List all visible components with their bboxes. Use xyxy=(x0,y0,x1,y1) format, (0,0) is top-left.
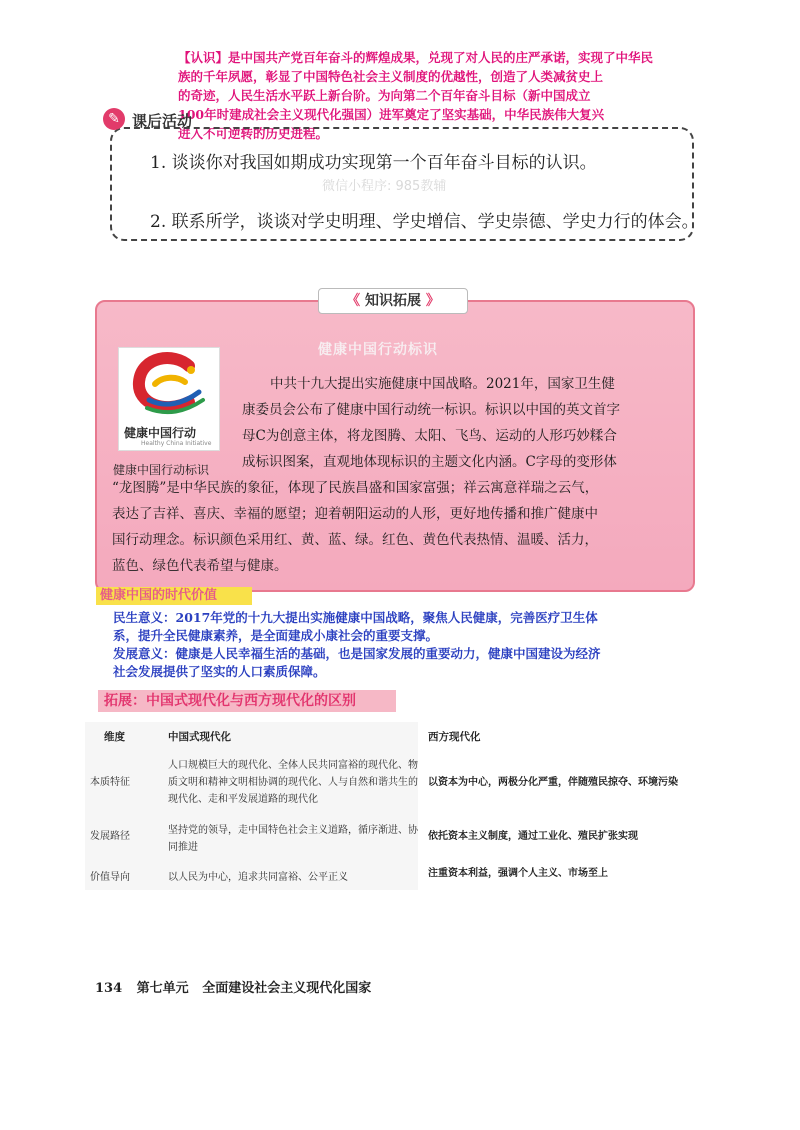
knowledge-tab xyxy=(318,288,468,314)
note-line: 族的千年夙愿，彰显了中国特色社会主义制度的优越性，创造了人类减贫史上 xyxy=(178,69,604,84)
knowledge-line: 蓝色、绿色代表希望与健康。 xyxy=(112,558,288,574)
logo-english: Healthy China Initiative xyxy=(141,440,212,447)
table-cell-china: 同推进 xyxy=(168,842,198,853)
note-line: 100年时建成社会主义现代化强国）进军奠定了坚实基础，中华民族伟大复兴 xyxy=(178,107,605,122)
table-row-dimension: 本质特征 xyxy=(90,777,130,788)
blue-note-line: 发展意义：健康是人民幸福生活的基础，也是国家发展的重要动力，健康中国建设为经济 xyxy=(113,646,601,661)
knowledge-tab-label: 知识拓展 xyxy=(365,293,421,309)
table-row-dimension: 发展路径 xyxy=(90,831,130,842)
unit-label: 第七单元 xyxy=(136,981,189,996)
page-number: 134 xyxy=(95,981,123,996)
knowledge-line: 成标识图案，直观地体现标识的主题文化内涵。C字母的变形体 xyxy=(242,454,617,470)
double-chevron-left-icon: 《 xyxy=(346,293,361,309)
knowledge-line: 国行动理念。标识颜色采用红、黄、蓝、绿。红色、黄色代表热情、温暖、活力， xyxy=(112,532,598,548)
note-line: 【认识】是中国共产党百年奋斗的辉煌成果，兑现了对人民的庄严承诺，实现了中华民 xyxy=(178,50,654,65)
blue-note-line: 民生意义：2017年党的十九大提出实施健康中国战略，聚焦人民健康，完善医疗卫生体 xyxy=(113,610,598,625)
knowledge-line: 中共十九大提出实施健康中国战略。2021年，国家卫生健 xyxy=(270,376,615,392)
table-cell-china: 坚持党的领导，走中国特色社会主义道路，循序渐进、协 xyxy=(168,825,418,836)
table-cell-west: 以资本为中心，两极分化严重，伴随殖民掠夺、环境污染 xyxy=(428,777,678,788)
knowledge-line: “龙图腾”是中华民族的象征，体现了民族昌盛和国家富强；祥云寓意祥瑞之云气， xyxy=(112,480,599,496)
compare-heading: 拓展：中国式现代化与西方现代化的区别 xyxy=(98,690,396,712)
logo-icon xyxy=(119,348,219,420)
note-line: 进入不可逆转的历史进程。 xyxy=(178,126,329,141)
era-value-heading: 健康中国的时代价值 xyxy=(96,587,252,605)
knowledge-line: 母C为创意主体，将龙图腾、太阳、飞鸟、运动的人形巧妙糅合 xyxy=(242,428,617,444)
pencil-icon: ✎ xyxy=(103,108,125,130)
table-row-dimension: 价值导向 xyxy=(90,872,130,883)
blue-note-line: 社会发展提供了坚实的人口素质保障。 xyxy=(113,664,326,679)
table-cell-china: 以人民为中心，追求共同富裕、公平正义 xyxy=(168,872,348,883)
table-header-china: 中国式现代化 xyxy=(168,731,231,743)
double-chevron-right-icon: 》 xyxy=(425,293,440,309)
knowledge-line: 康委员会公布了健康中国行动统一标识。标识以中国的英文首字 xyxy=(242,402,620,418)
table-cell-china: 质文明和精神文明相协调的现代化、人与自然和谐共生的 xyxy=(168,777,418,788)
knowledge-subtitle: 健康中国行动标识 xyxy=(318,342,438,358)
logo-title: 健康中国行动 xyxy=(124,426,197,440)
table-header-dimension: 维度 xyxy=(104,731,125,743)
blue-note-line: 系，提升全民健康素养，是全面建成小康社会的重要支撑。 xyxy=(113,628,439,643)
table-cell-west: 依托资本主义制度，通过工业化、殖民扩张实现 xyxy=(428,831,638,842)
table-cell-west: 注重资本利益，强调个人主义、市场至上 xyxy=(428,868,608,879)
table-cell-china: 现代化、走和平发展道路的现代化 xyxy=(168,794,318,805)
logo-caption: 健康中国行动标识 xyxy=(113,463,210,477)
note-line: 的奇迹，人民生活水平跃上新台阶。为向第二个百年奋斗目标（新中国成立 xyxy=(178,88,591,103)
table-cell-china: 人口规模巨大的现代化、全体人民共同富裕的现代化、物 xyxy=(168,760,418,771)
watermark: 微信小程序: 985教辅 xyxy=(322,179,447,194)
unit-title: 全面建设社会主义现代化国家 xyxy=(202,981,372,996)
activity-title: 课后活动 xyxy=(132,112,193,130)
activity-question-1: 1. 谈谈你对我国如期成功实现第一个百年奋斗目标的认识。 xyxy=(150,153,597,173)
activity-question-2: 2. 联系所学，谈谈对学史明理、学史增信、学史崇德、学史力行的体会。 xyxy=(150,212,699,232)
table-header-west: 西方现代化 xyxy=(428,731,481,743)
page-footer xyxy=(95,977,371,996)
knowledge-line: 表达了吉祥、喜庆、幸福的愿望；迎着朝阳运动的人形，更好地传播和推广健康中 xyxy=(112,506,598,522)
